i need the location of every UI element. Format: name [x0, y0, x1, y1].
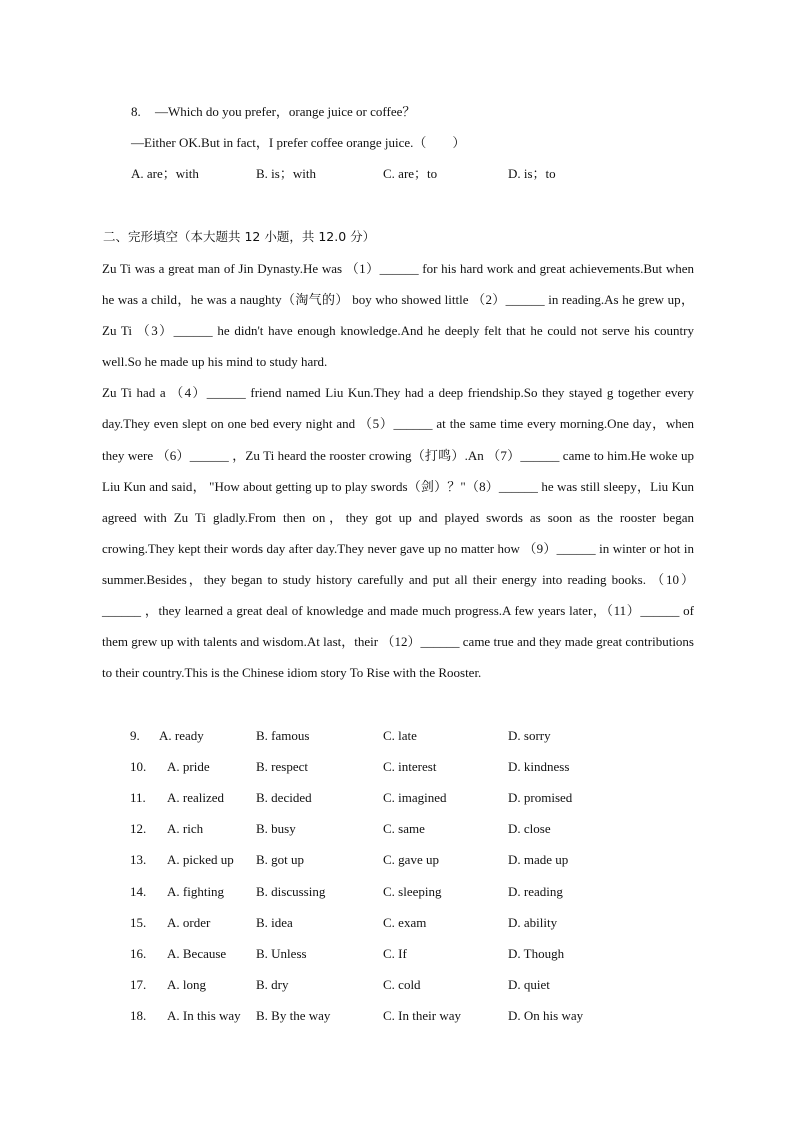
question-number: 14.	[130, 884, 147, 899]
option-b: B. famous	[256, 728, 310, 743]
option-a: A. Because	[167, 946, 227, 961]
option-d: D. Though	[508, 946, 565, 961]
option-a: A. picked up	[167, 852, 234, 867]
option-d: D. On his way	[508, 1008, 584, 1023]
option-b: B. By the way	[256, 1008, 331, 1023]
question-number: 18.	[130, 1008, 147, 1023]
option-d: D. promised	[508, 790, 573, 805]
option-b: B. dry	[256, 977, 289, 992]
option-c: C. cold	[383, 977, 421, 992]
passage-paragraph-2: Zu Ti had a （4）______ friend named Liu Kun.They had a deep friendship.So they stayed g together every day.They even slept on one bed every night and （5）______ at the same time every morning.One day，when they were （6）______ ，Zu Ti heard the rooster crowing（打鸣）.An （7）______ came to him.He woke up Liu Kun and said， "How about getting up to play swords（剑）？"（8）______ he was still sleepy，Liu Kun agreed with Zu Ti gladly.From then on，they got up and played swords as soon as the rooster began crowing.They kept their words day after day.They never gave up no matter how （9）______ in winter or hot in summer.Besides，they began to study history carefully and put all their energy into reading books. （10）______ ，they learned a great deal of knowledge and made much progress.A few years later，（11）______ of them grew up with talents and wisdom.At last，their （12）______ came true and they made great contributions to their country.This is the Chinese idiom story To Rise with the Rooster.	[102, 385, 694, 681]
question-8-stem	[131, 103, 415, 121]
option-c: C. If	[383, 946, 407, 961]
option-a: A. ready	[159, 728, 204, 743]
option-c: C. late	[383, 728, 417, 743]
option-b: B. is；with	[256, 166, 316, 181]
question-number: 15.	[130, 915, 147, 930]
question-number: 9.	[130, 728, 140, 743]
option-c: C. imagined	[383, 790, 447, 805]
option-a: A. order	[167, 915, 211, 930]
option-d: D. reading	[508, 884, 563, 899]
question-8-text: —Which do you prefer，orange juice or coffee？	[155, 104, 416, 119]
question-8-options	[0, 165, 794, 183]
option-d: D. made up	[508, 852, 569, 867]
option-a: A. fighting	[167, 884, 225, 899]
option-c: C. In their way	[383, 1008, 461, 1023]
option-c: C. gave up	[383, 852, 439, 867]
question-8-number: 8.	[131, 104, 141, 119]
option-c: C. same	[383, 821, 425, 836]
question-number: 17.	[130, 977, 147, 992]
option-d: D. sorry	[508, 728, 551, 743]
option-b: B. decided	[256, 790, 312, 805]
option-c: C. sleeping	[383, 884, 442, 899]
option-c: C. are；to	[383, 166, 438, 181]
option-b: B. Unless	[256, 946, 307, 961]
option-a: A. long	[167, 977, 206, 992]
option-b: B. got up	[256, 852, 305, 867]
option-d: D. is；to	[508, 166, 556, 181]
option-b: B. busy	[256, 821, 296, 836]
question-number: 11.	[130, 790, 146, 805]
question-row	[0, 851, 794, 869]
question-number: 10.	[130, 759, 147, 774]
section-heading: 二、完形填空（本大题共 12 小题，共 12.0 分）	[103, 229, 376, 244]
option-a: A. pride	[167, 759, 210, 774]
question-row	[0, 883, 794, 901]
passage-paragraph-1: Zu Ti was a great man of Jin Dynasty.He was （1）______ for his hard work and great achievements.But when he was a child，he was a naughty（淘气的） boy who showed little （2）______ in reading.As he grew up，Zu Ti （3）______ he didn't have enough knowledge.And he deeply felt that he could not serve his country well.So he made up his mind to study hard.	[102, 261, 694, 370]
option-c: C. exam	[383, 915, 427, 930]
option-d: D. close	[508, 821, 551, 836]
option-d: D. ability	[508, 915, 558, 930]
question-row	[0, 820, 794, 838]
option-d: D. kindness	[508, 759, 570, 774]
question-row	[0, 727, 794, 745]
option-b: B. respect	[256, 759, 308, 774]
question-number: 16.	[130, 946, 147, 961]
option-b: B. idea	[256, 915, 293, 930]
question-8-answer-line: —Either OK.But in fact，I prefer coffee orange juice.（ ）	[131, 135, 466, 150]
option-a: A. realized	[167, 790, 225, 805]
question-row	[0, 976, 794, 994]
question-row	[0, 789, 794, 807]
option-c: C. interest	[383, 759, 437, 774]
cloze-passage	[102, 253, 694, 688]
option-a: A. rich	[167, 821, 204, 836]
option-b: B. discussing	[256, 884, 326, 899]
question-number: 13.	[130, 852, 147, 867]
option-a: A. In this way	[167, 1008, 241, 1023]
question-number: 12.	[130, 821, 147, 836]
option-a: A. are；with	[131, 166, 199, 181]
question-row	[0, 945, 794, 963]
question-row	[0, 1007, 794, 1025]
option-d: D. quiet	[508, 977, 550, 992]
question-row	[0, 914, 794, 932]
question-row	[0, 758, 794, 776]
